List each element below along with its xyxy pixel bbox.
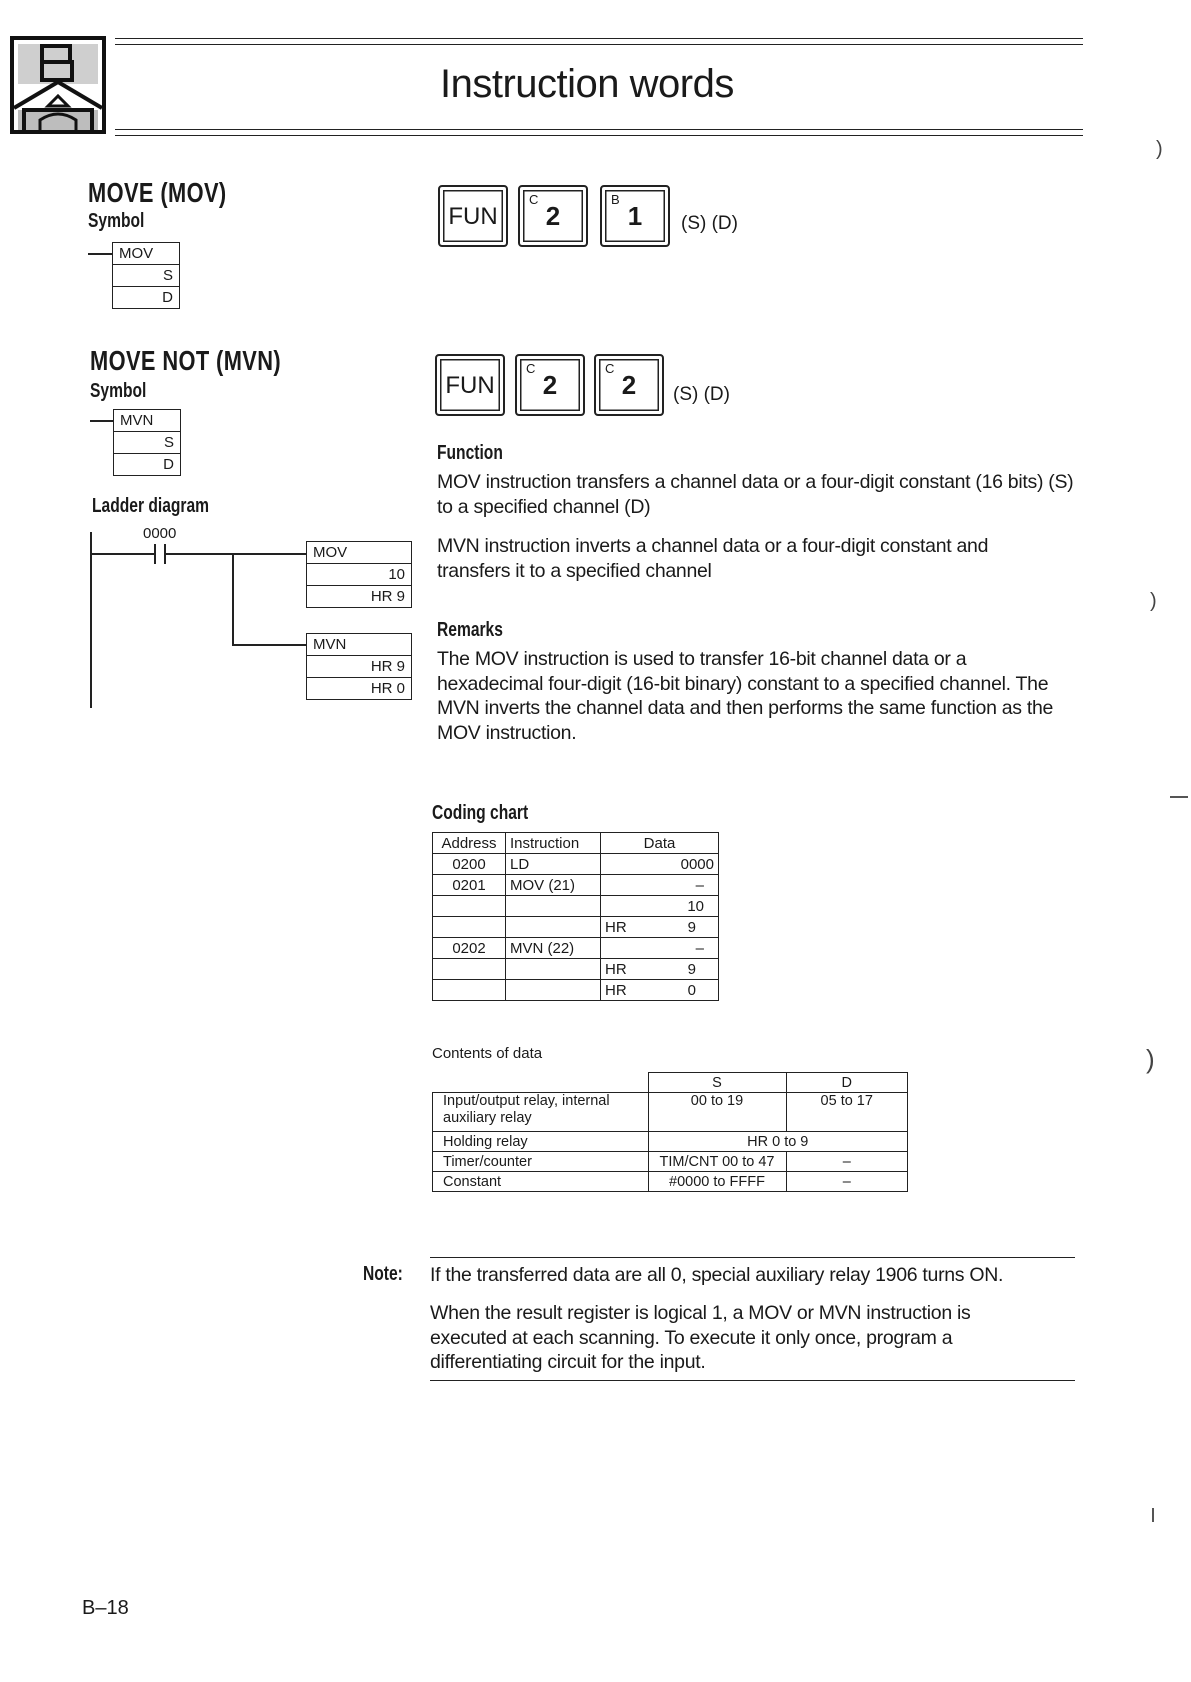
mov-symbol <box>112 242 180 309</box>
box-destination: HR 0 <box>370 680 405 697</box>
header-rule-top-2 <box>115 44 1083 45</box>
contact-address: 0000 <box>143 525 177 542</box>
box-destination: HR 9 <box>370 588 405 605</box>
table-row: 0200 LD 0000 <box>433 854 719 875</box>
box-source: HR 9 <box>307 656 411 678</box>
key-2c: C 2 <box>518 185 588 247</box>
table-row: HR 0 <box>433 980 719 1001</box>
mvn-operands: (S) (D) <box>673 384 730 405</box>
contents-table <box>432 1072 908 1192</box>
table-row: 0202 MVN (22) – <box>433 938 719 959</box>
box-instruction: MOV <box>307 542 411 564</box>
note-text-2: When the result register is logical 1, a MOV or MVN instruction is executed at each scanning. To execute it only once, program a differentiating circuit for the input. <box>430 1302 971 1373</box>
rung-wire-left <box>90 553 154 555</box>
mov-title: MOVE (MOV) <box>88 177 227 208</box>
page-title: Instruction words <box>440 62 734 106</box>
margin-mark <box>1152 1508 1154 1522</box>
rung-wire-right <box>165 553 307 555</box>
mov-symbol-label: Symbol <box>88 210 145 232</box>
symbol-name: MOV <box>113 243 179 265</box>
function-heading: Function <box>437 442 503 464</box>
mvn-symbol-lead <box>90 420 114 422</box>
table-row: Constant #0000 to FFFF – <box>433 1172 908 1192</box>
ladder-mvn-box <box>306 633 412 700</box>
mvn-symbol-label: Symbol <box>90 380 147 402</box>
margin-mark <box>1170 796 1188 798</box>
ladder-bus <box>90 532 92 708</box>
table-row: Timer/counter TIM/CNT 00 to 47 – <box>433 1152 908 1172</box>
fun-key: FUN <box>438 185 508 247</box>
header-rule-bottom-2 <box>115 135 1083 136</box>
note-text-1: If the transferred data are all 0, special auxiliary relay 1906 turns ON. <box>430 1264 1004 1286</box>
header-rule-top <box>115 38 1083 39</box>
building-logo-icon <box>10 36 106 134</box>
table-row: Holding relay HR 0 to 9 <box>433 1132 908 1152</box>
mov-operands: (S) (D) <box>681 213 738 234</box>
symbol-destination: D <box>162 289 173 306</box>
mvn-title: MOVE NOT (MVN) <box>90 345 282 376</box>
key-2c-second: C 2 <box>594 354 664 416</box>
fun-key: FUN <box>435 354 505 416</box>
box-instruction: MVN <box>307 634 411 656</box>
table-row: 10 <box>433 896 719 917</box>
column-header: Data <box>601 833 719 854</box>
coding-chart-table <box>432 832 719 1001</box>
symbol-source: S <box>113 265 179 287</box>
function-text-1: MOV instruction transfers a channel data or a four-digit constant (16 bits) (S) to a specified channel (D) <box>437 471 1074 518</box>
table-row: Input/output relay, internal auxiliary relay 00 to 19 05 to 17 <box>433 1093 908 1132</box>
column-header: S <box>648 1073 786 1093</box>
column-header: Instruction <box>506 833 601 854</box>
ladder-label: Ladder diagram <box>92 495 210 517</box>
margin-mark: ) <box>1146 1044 1155 1074</box>
note-rule-top <box>430 1257 1075 1258</box>
column-header: Address <box>433 833 506 854</box>
margin-mark: ) <box>1150 590 1157 612</box>
note-rule-bottom <box>430 1380 1075 1381</box>
table-header <box>433 833 719 854</box>
remarks-heading: Remarks <box>437 619 503 641</box>
key-2c: C 2 <box>515 354 585 416</box>
table-row: HR 9 <box>433 959 719 980</box>
page-number: B–18 <box>82 1597 129 1619</box>
contact-bar-left <box>154 544 156 564</box>
coding-chart-heading: Coding chart <box>432 802 529 824</box>
margin-mark: ) <box>1156 138 1163 160</box>
mov-symbol-lead <box>88 253 112 255</box>
note-label: Note: <box>363 1263 403 1285</box>
branch-wire-vertical <box>232 553 234 644</box>
contents-heading: Contents of data <box>432 1045 543 1062</box>
table-header <box>433 1073 908 1093</box>
table-row: 0201 MOV (21) – <box>433 875 719 896</box>
box-source: 10 <box>307 564 411 586</box>
header-rule-bottom <box>115 129 1083 130</box>
table-row: HR 9 <box>433 917 719 938</box>
key-1b: B 1 <box>600 185 670 247</box>
ladder-mov-box <box>306 541 412 608</box>
function-text-2: MVN instruction inverts a channel data or a four-digit constant and transfers it to a specified channel <box>437 535 989 582</box>
branch-wire-horizontal <box>232 644 307 646</box>
column-header: D <box>786 1073 908 1093</box>
symbol-destination: D <box>163 456 174 473</box>
symbol-source: S <box>114 432 180 454</box>
remarks-text: The MOV instruction is used to transfer 16-bit channel data or a hexadecimal four-digit (16-bit binary) constant to a specified channel. The MVN inverts the channel data and then performs the same function as the MOV instruction. <box>437 648 1054 744</box>
symbol-name: MVN <box>114 410 180 432</box>
mvn-symbol <box>113 409 181 476</box>
